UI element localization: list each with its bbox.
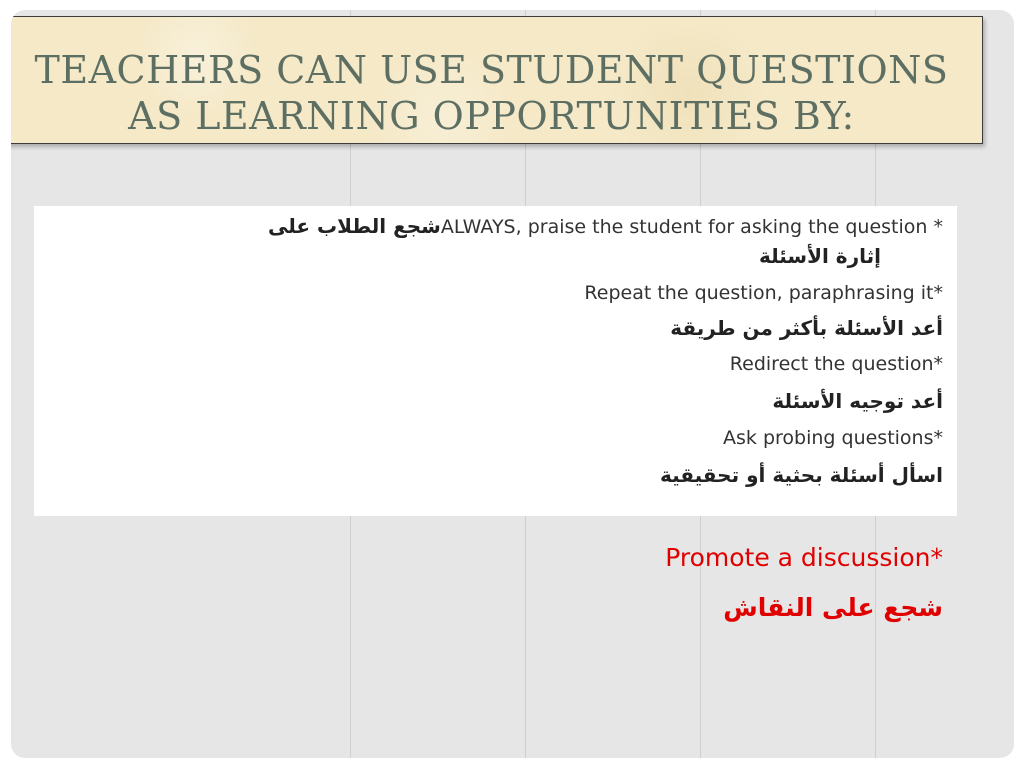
slide-title (11, 47, 982, 139)
slide-title-line-1: TEACHERS CAN USE STUDENT QUESTIONS (34, 48, 949, 92)
slide (11, 10, 1014, 758)
item-1-arabic: إثارة الأسئلة (758, 244, 881, 268)
item-1-english-text: ALWAYS, praise the student for asking the question * (440, 216, 943, 238)
content-box (34, 206, 957, 516)
item-3-arabic: أعد توجيه الأسئلة (772, 389, 943, 413)
highlight-arabic: شجع على النقاش (723, 593, 943, 622)
item-3-english: Redirect the question* (729, 353, 943, 375)
item-1-english (268, 214, 943, 238)
item-2-english: Repeat the question, paraphrasing it* (584, 282, 943, 304)
slide-title-line-2: AS LEARNING OPPORTUNITIES BY: (128, 94, 855, 138)
item-4-english: Ask probing questions* (723, 427, 943, 449)
item-2-arabic: أعد الأسئلة بأكثر من طريقة (670, 316, 943, 340)
title-banner (11, 16, 983, 144)
highlight-english: Promote a discussion* (665, 543, 943, 572)
item-1-arabic-prefix: شجع الطلاب على (267, 214, 441, 238)
item-4-arabic: اسأل أسئلة بحثية أو تحقيقية (659, 463, 943, 487)
